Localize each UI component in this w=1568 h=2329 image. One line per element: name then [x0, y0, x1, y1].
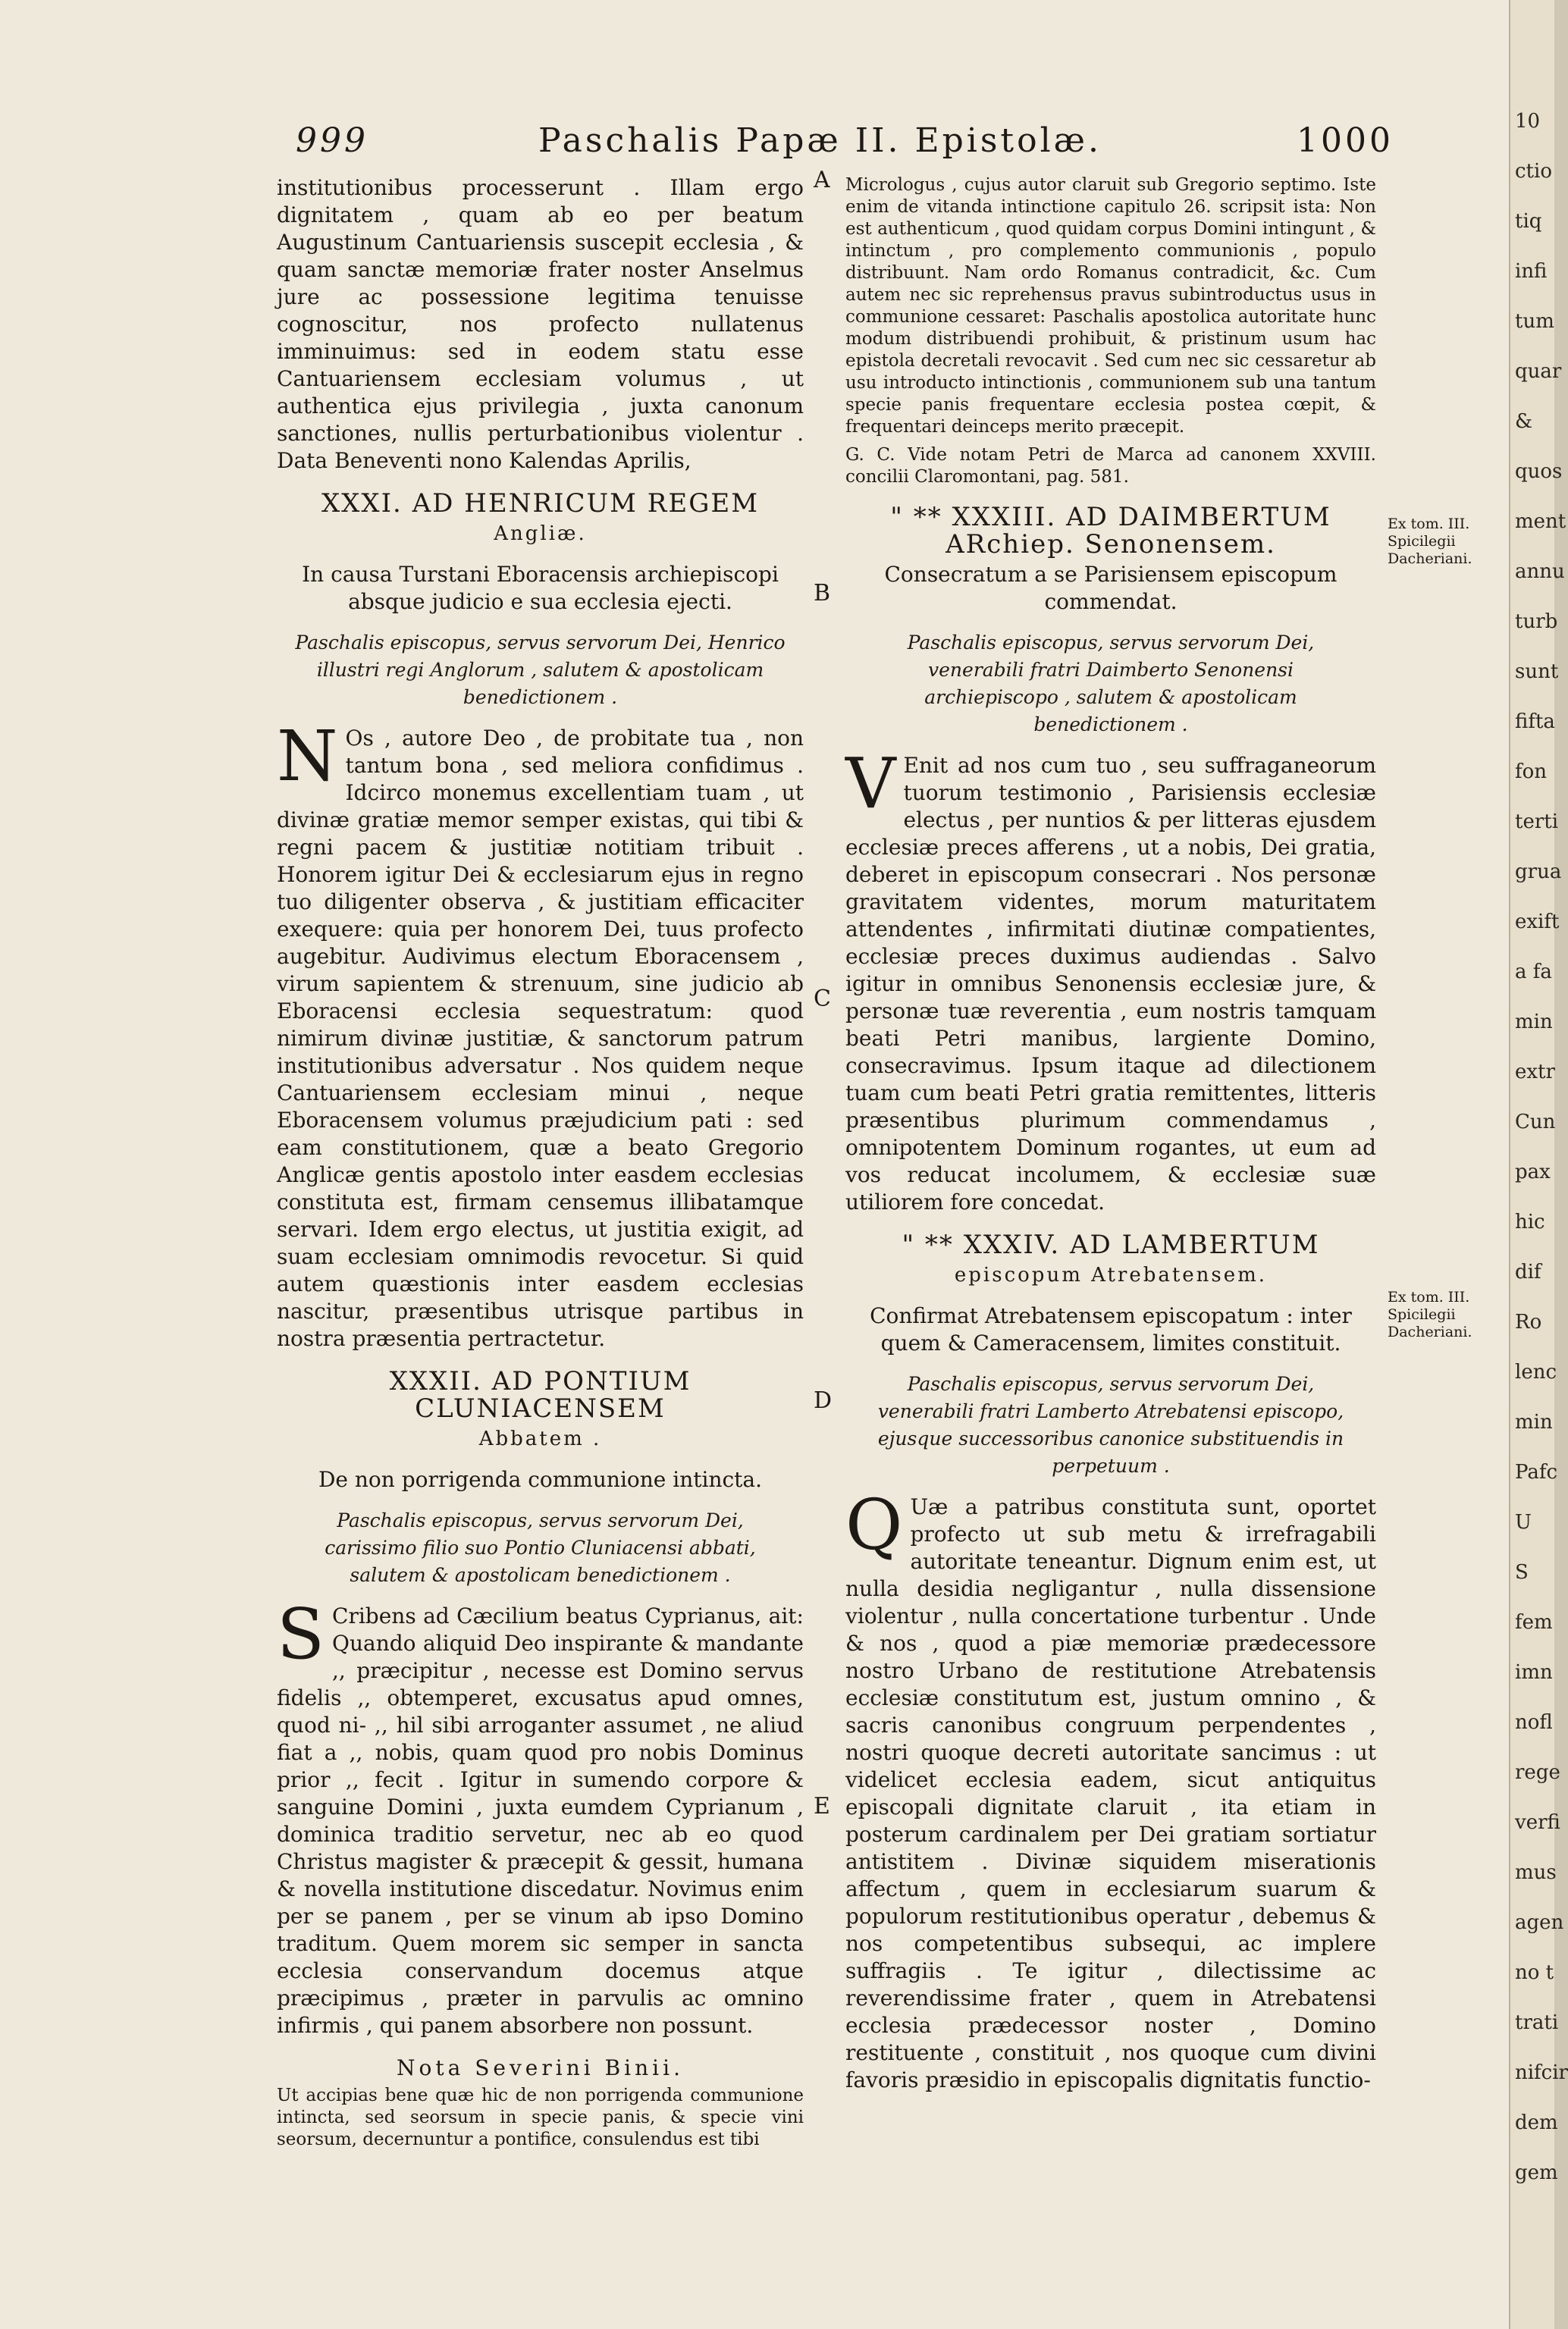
epistle-32-salutation: Paschalis episcopus, servus servorum Dei, carissimo filio suo Pontio Cluniacensi abbati, salutem & apostolicam benedictionem .	[325, 1509, 756, 1586]
adjacent-page-fragment: fon	[1515, 760, 1548, 783]
adjacent-page-fragment: sunt	[1515, 660, 1559, 683]
left-column	[277, 174, 804, 2157]
adjacent-page-fragment: extr	[1515, 1061, 1555, 1083]
epistle-33-body	[845, 743, 1376, 1216]
epistle-32-body	[277, 1594, 804, 2039]
epistle-32-text: Cribens ad Cæcilium beatus Cyprianus, ait: Quando aliquid Deo inspirante & mandante ,, præcipitur , necesse est Domino servus fidelis ,, obtemperet, excusatus apud omnes, quod ni- ,, hil sibi arroganter assumet , ne aliud fiat a ,, nobis, quam quod pro nobis Dominus prior ,, fecit . Igitur in sumendo corpore & sanguine Domini , juxta eumdem Cyprianum , dominica traditio servetur, nec ab eo quod Christus magister & præcepit & gessit, humana & novella institutione discedatur. Novimus enim per se panem , per se vinum ab ipso Domino traditum. Quem morem sic semper in sancta ecclesia conservandum docemus atque præcipimus , præter in parvulis ac omnino infirmis , qui panem absorbere non possunt.	[277, 1603, 804, 2038]
epistle-33-heading: " ** XXXIII. AD DAIMBERTUM ARchiep. Senonensem.	[890, 502, 1331, 560]
right-column	[845, 174, 1376, 2100]
drop-cap-n: N	[277, 716, 338, 797]
epistle-34-subheading: episcopum Atrebatensem.	[954, 1264, 1268, 1287]
epistle-30-ending: institutionibus processerunt . Illam ergo dignitatem , quam ab eo per beatum Augustinum Cantuariensis suscepit ecclesia , & quam sanctæ memoriæ frater noster Anselmus jure ac possessione legitima tenuisse cognoscitur, nos profecto nullatenus imminuimus: sed in eodem statu esse Cantuariensem ecclesiam volumus , ut authentica ejus privilegia , juxta canonum sanctiones, nullis perturbationibus violentur . Data Beneventi nono Kalendas Aprilis,	[277, 175, 804, 473]
nota-continuation: Micrologus , cujus autor claruit sub Gregorio septimo. Iste enim de vitanda intinctione capitulo 26. scripsit ista: Non est authenticum , quod quidam corpus Domini intingunt , & intinctum , pro complemento communionis , populo distribuunt. Nam ordo Romanus contradicit, &c. Cum autem nec sic reprehensus pravus subintroductus usus in communione cessaret: Paschalis apostolica autoritate hunc modum distribuendi prohibuit, & pristinum usum hac epistola decretali revocavit . Sed cum nec sic cessaretur ab usu introducto intinctionis , communionem sub una tantum specie panis frequentare ecclesia postea cœpit, & frequentari deinceps merito præcepit.	[845, 175, 1376, 437]
adjacent-page-fragment: U	[1515, 1511, 1532, 1534]
nota-heading: Nota Severini Binii.	[397, 2055, 684, 2080]
epistle-33-summary: Consecratum a se Parisiensem episcopum commendat.	[884, 562, 1338, 614]
adjacent-page-fragment: turb	[1515, 610, 1558, 633]
drop-cap-q: Q	[845, 1484, 903, 1566]
adjacent-page-fragment: mus	[1515, 1861, 1557, 1884]
epistle-34-text: Uæ a patribus constituta sunt, oportet profecto ut sub metu & irrefragabili autoritate teneantur. Dignum enim est, ut nulla desidia negligantur , nulla dissensione violentur , nulla concertatione turbentur . Unde & nos , quod a piæ memoriæ prædecessore nostro Urbano de restitutione Atrebatensis ecclesiæ constitutum est, justum omnino , & sacris canonibus congruum perpendentes , nostri quoque decreti autoritate sancimus : ut videlicet ecclesia eadem, sicut antiquitus episcopali dignitate claruit , ita etiam in posterum cardinalem per Dei gratiam sortiatur antistitem . Divinæ siquidem miserationis affectum , quem in ecclesiarum suarum & populorum restitutionibus operatur , debemus & nos competentibus subsequi, ac implere suffragiis . Te igitur , dilectissime ac reverendissime frater , quem in Atrebatensi ecclesia prædecessor noster , Domino restituente , constituit , nos quoque cum divini favoris præsidio in episcopalis dignitatis functio-	[845, 1494, 1376, 2092]
page-number-left: 999	[296, 121, 368, 160]
epistle-34-salutation: Paschalis episcopus, servus servorum Dei, venerabili fratri Lamberto Atrebatensi episcopo, ejusque successoribus canonice substituendis in perpetuum .	[877, 1373, 1344, 1477]
adjacent-page-fragment: tiq	[1515, 210, 1542, 233]
running-title: Paschalis Papæ II. Epistolæ.	[538, 121, 1102, 160]
adjacent-page-fragment: annu	[1515, 560, 1565, 583]
adjacent-page-fragment: terti	[1515, 810, 1559, 833]
adjacent-page-fragment: a fa	[1515, 961, 1552, 983]
adjacent-page-fragment: dem	[1515, 2111, 1558, 2134]
margin-letter-a: A	[814, 167, 830, 193]
adjacent-page-fragment: 10	[1515, 110, 1541, 133]
page-number-right: 1000	[1297, 121, 1394, 160]
adjacent-page-fragment: infi	[1515, 260, 1548, 283]
adjacent-page-fragment: nifcir	[1515, 2061, 1568, 2084]
epistle-31-summary: In causa Turstani Eboracensis archiepiscopi absque judicio e sua ecclesia ejecti.	[302, 562, 779, 614]
epistle-32-heading: XXXII. AD PONTIUM CLUNIACENSEM	[389, 1366, 691, 1424]
adjacent-page-fragment: pax	[1515, 1161, 1551, 1183]
drop-cap-v: V	[845, 743, 896, 824]
adjacent-page-fragment: verfi	[1515, 1811, 1560, 1834]
page-header	[288, 121, 1394, 167]
adjacent-page-fragment: rege	[1515, 1761, 1560, 1784]
epistle-34-summary: Confirmat Atrebatensem episcopatum : inter quem & Cameracensem, limites constituit.	[870, 1303, 1352, 1356]
margin-letter-b: B	[814, 580, 831, 607]
adjacent-page-fragment: hic	[1515, 1211, 1545, 1233]
drop-cap-s: S	[277, 1594, 325, 1675]
adjacent-page-fragment: dif	[1515, 1261, 1541, 1284]
adjacent-page-fragment: Ro	[1515, 1311, 1542, 1334]
adjacent-page-fragment: agen	[1515, 1911, 1564, 1934]
margin-letter-e: E	[814, 1793, 830, 1820]
adjacent-page-fragment: ctio	[1515, 160, 1552, 183]
epistle-31-text: Os , autore Deo , de probitate tua , non tantum bona , sed meliora confidimus . Idcirco monemus excellentiam tuam , ut divinæ gratiæ memor semper existas, qui tibi & regni pacem & justitiæ notitiam tribuit . Honorem igitur Dei & ecclesiarum ejus in regno tuo diligenter observa , & justitiam efficaciter exequere: quia per honorem Dei, tuus profecto augebitur. Audivimus electum Eboracensem , virum sapientem & strenuum, sine judicio ab Eboracensi ecclesia sequestratum: quod nimirum divinæ justitiæ, & sanctorum patrum institutionibus adversatur . Nos quidem neque Cantuariensem ecclesiam minui , neque Eboracensem volumus præjudicium pati : sed eam constitutionem, quæ a beato Gregorio Anglicæ gentis apostolo inter easdem ecclesias constituta est, firmam censemus illibatamque servari. Idem ergo electus, ut justitia exigit, ad suam ecclesiam omnimodis revocetur. Si quid autem quæstionis inter easdem ecclesias nascitur, præsentibus utrisque partibus in nostra præsentia pertractetur.	[277, 726, 804, 1351]
gc-note: G. C. Vide notam Petri de Marca ad canonem XXVIII. concilii Claromontani, pag. 581.	[845, 445, 1376, 487]
adjacent-page-fragment: nofl	[1515, 1711, 1553, 1734]
adjacent-page-fragment: fifta	[1515, 710, 1555, 733]
adjacent-page-edge	[1509, 0, 1568, 2329]
epistle-33-text: Enit ad nos cum tuo , seu suffraganeorum tuorum testimonio , Parisiensis ecclesiæ electus , per nuntios & per litteras ejusdem ecclesiæ preces afferens , ut a nobis, Dei gratia, deberet in episcopum consecrari . Nos personæ gravitatem videntes, morum maturitatem attendentes , infirmitati diutinæ compatientes, ecclesiæ preces duximus audiendas . Salvo igitur in omnibus Senonensis ecclesiæ jure, & personæ tuæ reverentia , eum nostris tamquam beati Petri manibus, largiente Domino, consecravimus. Ipsum itaque ad dilectionem tuam cum beati Petri gratia remittentes, litteris præsentibus plurimum commendamus , omnipotentem Dominum rogantes, ut eum ad vos reducat incolumem, & ecclesiæ suæ utiliorem fore concedat.	[845, 753, 1376, 1215]
adjacent-page-fragment: no t	[1515, 1961, 1554, 1984]
adjacent-page-fragment: &	[1515, 410, 1533, 433]
adjacent-page-fragment: Pafc	[1515, 1461, 1558, 1484]
nota-body: Ut accipias bene quæ hic de non porrigenda communione intincta, sed seorsum in specie panis, & specie vini seorsum, decernuntur a pontifice, consulendus est tibi	[277, 2086, 804, 2149]
epistle-31-heading: XXXI. AD HENRICUM REGEM	[321, 488, 760, 519]
adjacent-page-fragment: quos	[1515, 460, 1563, 483]
epistle-32-subheading: Abbatem .	[478, 1428, 602, 1450]
epistle-34-body	[845, 1484, 1376, 2094]
epistle-34-heading: " ** XXXIV. AD LAMBERTUM	[902, 1230, 1320, 1260]
adjacent-page-fragment: Cun	[1515, 1111, 1556, 1133]
sidenote-spicilegium-2: Ex tom. III. Spicilegii Dacheriani.	[1388, 1289, 1472, 1340]
margin-letter-c: C	[814, 986, 831, 1012]
adjacent-page-fragment: ment	[1515, 510, 1566, 533]
adjacent-page-fragment: tum	[1515, 310, 1554, 333]
adjacent-page-fragment: S	[1515, 1561, 1529, 1584]
epistle-32-summary: De non porrigenda communione intincta.	[318, 1467, 763, 1492]
margin-letter-d: D	[814, 1387, 833, 1414]
adjacent-page-fragment: gem	[1515, 2161, 1558, 2184]
epistle-33-salutation: Paschalis episcopus, servus servorum Dei, venerabili fratri Daimberto Senonensi archiepiscopo , salutem & apostolicam benedictionem .	[907, 632, 1315, 735]
adjacent-page-fragment: lenc	[1515, 1361, 1557, 1384]
adjacent-page-fragment: grua	[1515, 860, 1562, 883]
adjacent-page-fragment: min	[1515, 1411, 1553, 1434]
adjacent-page-fragment: fem	[1515, 1611, 1553, 1634]
adjacent-page-fragment: min	[1515, 1011, 1553, 1033]
adjacent-page-fragment: trati	[1515, 2011, 1559, 2034]
epistle-31-body	[277, 716, 804, 1353]
sidenote-spicilegium-1: Ex tom. III. Spicilegii Dacheriani.	[1388, 516, 1472, 567]
adjacent-page-fragment: quar	[1515, 360, 1562, 383]
epistle-31-salutation: Paschalis episcopus, servus servorum Dei, Henrico illustri regi Anglorum , salutem & apostolicam benedictionem .	[295, 632, 786, 708]
adjacent-page-fragment: exift	[1515, 911, 1560, 933]
adjacent-page-fragment: imn	[1515, 1661, 1553, 1684]
epistle-31-subheading: Angliæ.	[494, 522, 587, 545]
